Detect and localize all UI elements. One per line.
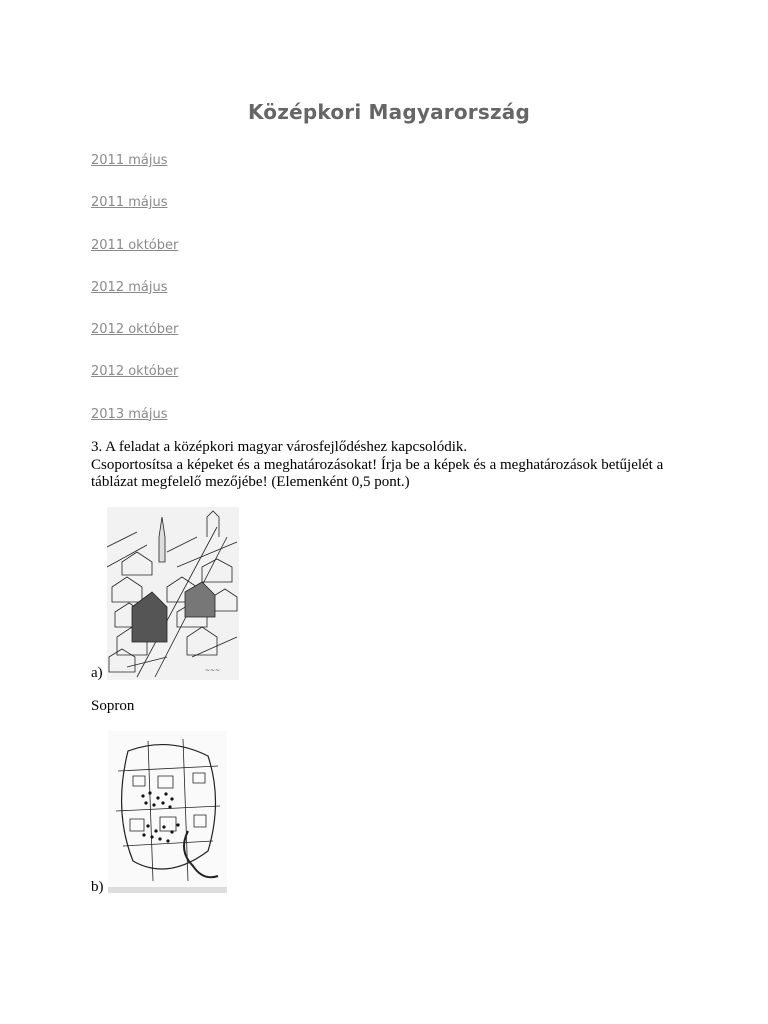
exam-link[interactable]: 2011 október (91, 237, 179, 253)
figure-label-b: b) (91, 879, 104, 895)
task-text (91, 439, 701, 492)
exam-link[interactable]: 2012 május (91, 279, 168, 295)
task-instruction: Csoportosítsa a képeket és a meghatározásokat! Írja be a képek és a meghatározások betűjelét a táblázat megfelelő mezőjébe! (Elemenként 0,5 pont.) (91, 456, 664, 490)
exam-link-list (91, 152, 178, 448)
town-sketch-image (107, 507, 239, 680)
exam-link[interactable]: 2011 május (91, 195, 168, 211)
svg-text:~~~: ~~~ (205, 667, 221, 674)
page-title: Középkori Magyarország (247, 100, 531, 124)
task-intro: 3. A feladat a középkori magyar városfejlődéshez kapcsolódik. (91, 439, 468, 455)
town-plan-image (108, 731, 227, 893)
exam-link[interactable]: 2012 október (91, 322, 179, 338)
city-caption: Sopron (91, 698, 135, 714)
figure-label-a: a) (91, 665, 103, 681)
exam-link[interactable]: 2013 május (91, 406, 168, 422)
exam-link[interactable]: 2012 október (91, 364, 179, 380)
exam-link[interactable]: 2011 május (91, 153, 168, 168)
